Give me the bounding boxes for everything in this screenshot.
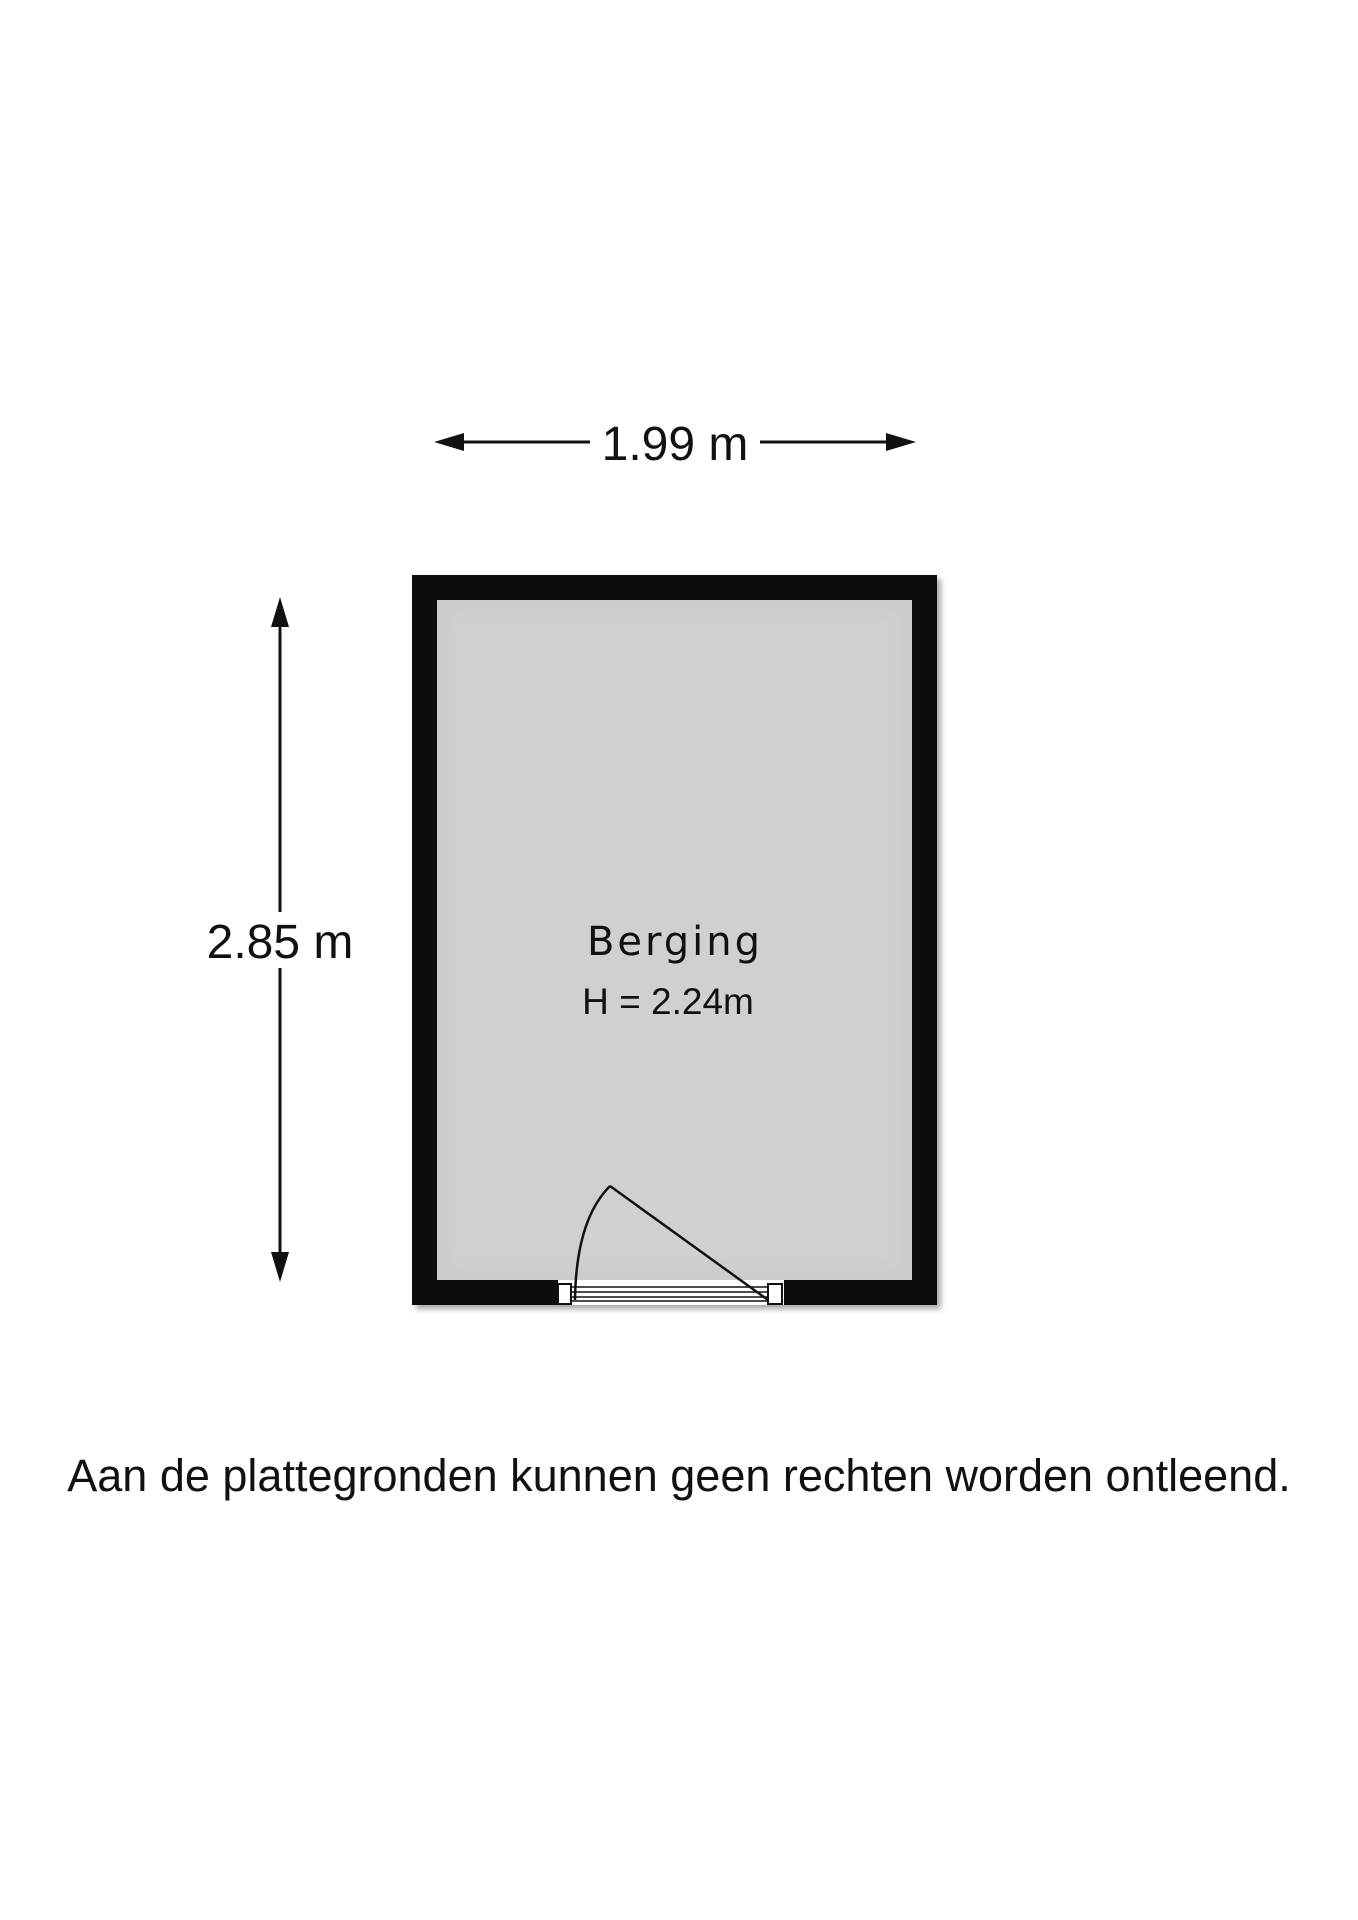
door-jamb-left [558,1284,571,1304]
width-dimension-label: 1.99 m [601,418,749,471]
arrow-down-icon [271,1252,289,1282]
arrow-right-icon [886,433,916,451]
disclaimer-text: Aan de plattegronden kunnen geen rechten worden ontleend. [67,1450,1291,1501]
room-name-label: Berging [586,919,764,965]
width-dimension [434,418,916,471]
arrow-left-icon [434,433,464,451]
room-height-label: H = 2.24m [582,981,754,1022]
door-jamb-right [768,1284,782,1304]
arrow-up-icon [271,597,289,627]
depth-dimension [207,597,354,1282]
depth-dimension-label: 2.85 m [206,916,354,969]
